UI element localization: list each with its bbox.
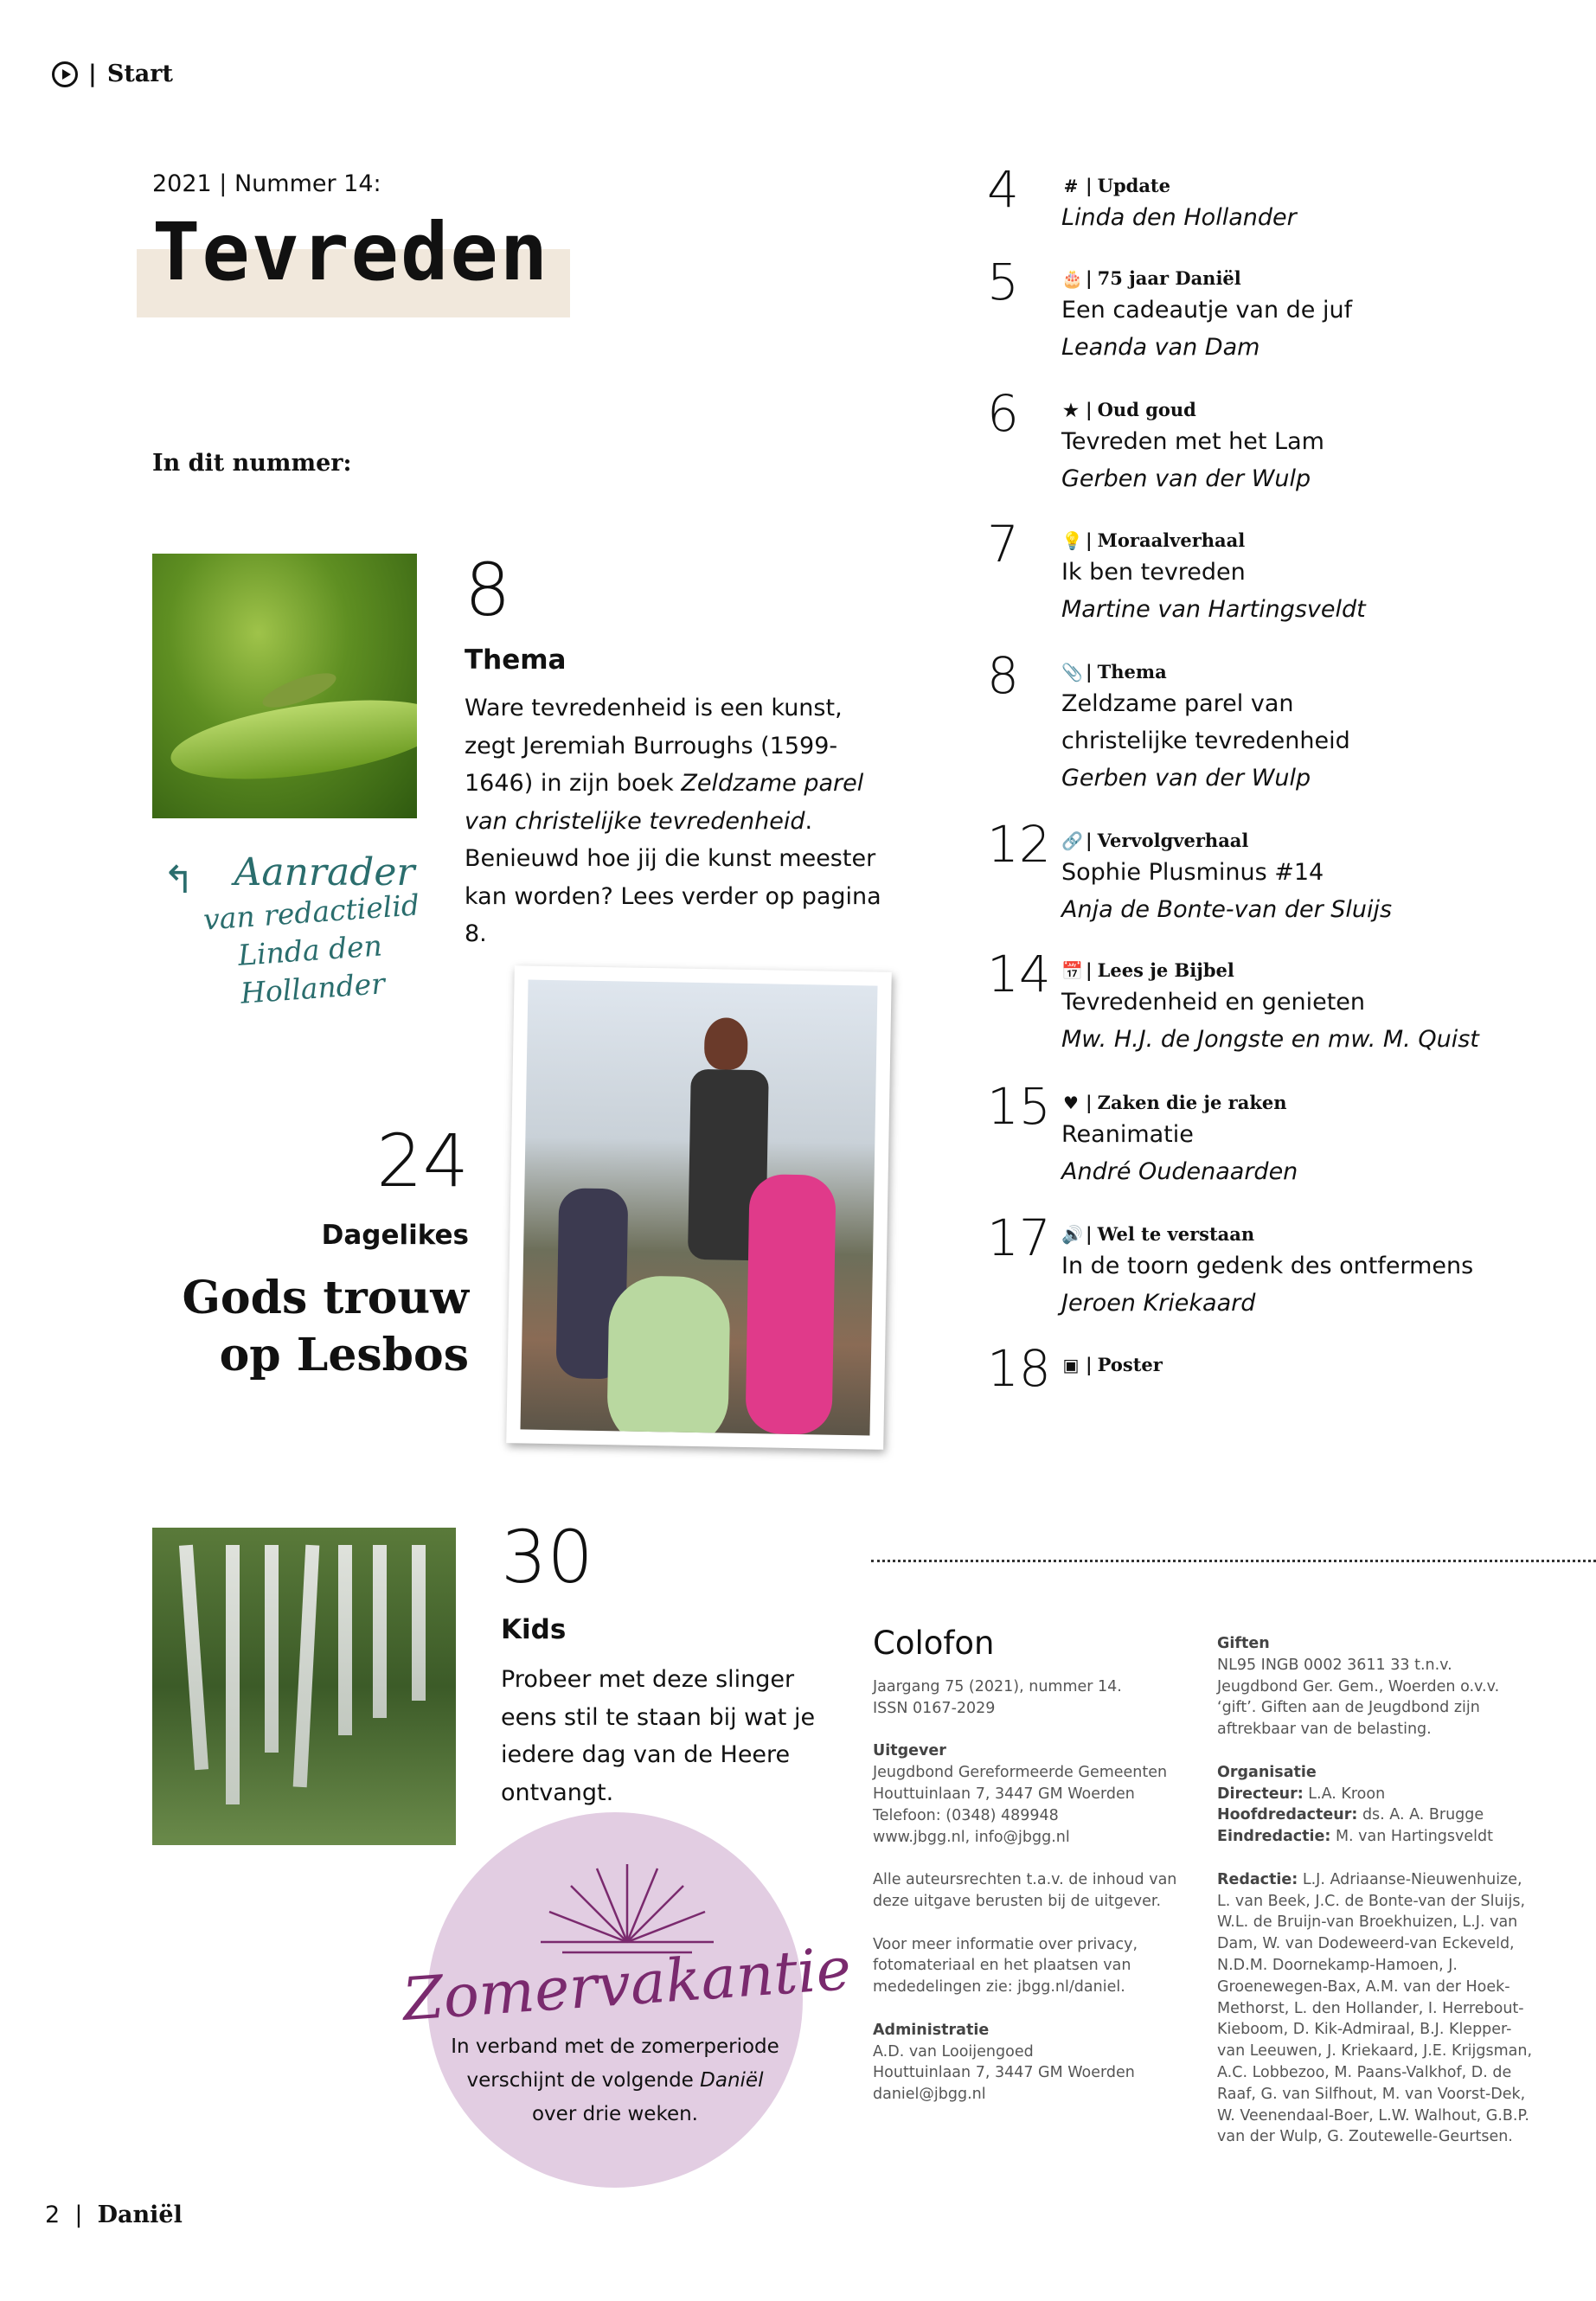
toc-category: Zaken die je raken: [1097, 1092, 1287, 1113]
zomer-heading: Zomervakantie: [400, 1934, 854, 2035]
toc-author: Gerben van der Wulp: [1061, 765, 1311, 792]
nav-start-label: Start: [106, 61, 173, 87]
toc-category: Poster: [1097, 1354, 1163, 1375]
toc-title: Tevredenheid en genieten: [1061, 989, 1366, 1016]
dagelijks-page-number: 24: [376, 1118, 469, 1203]
toc-title: In de toorn gedenk des ontfermens: [1061, 1253, 1474, 1279]
toc-page-number: 8: [987, 646, 1019, 705]
slinger-image: [152, 1528, 456, 1845]
footer-page-number: 2: [45, 2202, 61, 2228]
cake-icon: 🎂: [1061, 268, 1083, 289]
thema-page-number: 8: [465, 548, 511, 632]
kids-body: Probeer met deze slinger eens stil te staan bij wat je iedere dag van de Heere ontvangt.: [501, 1666, 816, 1806]
in-dit-nummer-heading: In dit nummer:: [152, 450, 352, 477]
toc-title: Een cadeautje van de juf: [1061, 297, 1353, 324]
zomer-text: In verband met de zomerperiode verschijnt de volgende Daniël over drie weken.: [451, 2035, 779, 2125]
colofon-left: Jaargang 75 (2021), nummer 14. ISSN 0167-2029 Uitgever Jeugdbond Gereformeerde Gemeenten Houttuinlaan 7, 3447 GM Woerden Telefoon: (0348) 489948 www.jbgg.nl, info@jbgg.nl Alle auteursrechten t.a.v. de inhoud van deze uitgave berusten bij de uitgever. Voor meer informatie over privacy, fotomateriaal en het plaatsen van mededelingen zie: jbgg.nl/daniel. Administratie A.D. van Looijengoed Houttuinlaan 7, 3447 GM Woerden daniel@jbgg.nl: [873, 1678, 1177, 2104]
toc-category: Oud goud: [1097, 399, 1196, 420]
toc-page-number: 15: [987, 1077, 1051, 1136]
divider: [871, 1560, 1596, 1562]
toc-author: Jeroen Kriekaard: [1061, 1290, 1256, 1317]
toc-title: Reanimatie: [1061, 1121, 1194, 1148]
toc-author: Mw. H.J. de Jongste en mw. M. Quist: [1061, 1026, 1479, 1053]
thema-body: Ware tevredenheid is een kunst, zegt Jeremiah Burroughs (1599-1646) in zijn boek Zeldzame parel van christelijke tevredenheid. Benieuwd hoe jij die kunst meester kan worden? Lees verder op pagina 8.: [465, 695, 881, 947]
page-title: Tevreden: [152, 206, 550, 298]
nav-separator: |: [88, 61, 97, 87]
toc-title: Sophie Plusminus #14: [1061, 859, 1324, 886]
toc-category: Moraalverhaal: [1097, 529, 1246, 551]
dagelijks-title: Gods trouw op Lesbos: [182, 1272, 469, 1381]
speaker-icon: 🔊: [1061, 1224, 1083, 1245]
aanrader-name: Linda den Hollander: [236, 928, 387, 1010]
lesbos-photo: [506, 965, 892, 1450]
kids-section: Kids: [501, 1614, 567, 1645]
thema-section: Thema: [465, 644, 567, 676]
colofon-right: Giften NL95 INGB 0002 3611 33 t.n.v. Jeugdbond Ger. Gem., Woerden o.v.v. ‘gift’. Giften aan de Jeugdbond zijn aftrekbaar van de belasting. Organisatie Directeur: L.A. Kroon Hoofdredacteur: ds. A. A. Brugge Eindredactie: M. van Hartingsveldt Redactie: L.J. Adriaanse-Nieuwenhuize, L. van Beek, J.C. de Bonte-van der Sluijs, W.L. de Bruijn-van Broekhuizen, L.J. van Dam, W. van Dodeweerd-van Eckeveld, N.D.M. Doornekamp-Hamoen, J. Groenewegen-Bax, A.M. van der Hoek-Methorst, L. den Hollander, I. Herrebout-Kieboom, D. Kik-Admiraal, B.J. Klepper-van Leeuwen, J. Kriekaard, J.E. Krijgsman, A.C. Lobbezoo, M. Paans-Valkhof, D. de Raaf, G. van Silfhout, M. van Voorst-Dek, W. Veenendaal-Boer, L.W. Walhout, G.B.P. van der Wulp, G. Zoutewelle-Geurtsen.: [1217, 1635, 1533, 2146]
toc-category: Update: [1097, 175, 1170, 196]
toc-page-number: 12: [987, 815, 1051, 874]
paperclip-icon: 📎: [1061, 662, 1083, 683]
calendar-icon: 📅: [1061, 960, 1083, 981]
lightbulb-icon: 💡: [1061, 530, 1083, 551]
dagelijks-section: Dagelikes: [321, 1220, 469, 1251]
toc-author: Anja de Bonte-van der Sluijs: [1061, 896, 1393, 923]
toc-category: 75 jaar Daniël: [1097, 267, 1241, 289]
toc-category: Wel te verstaan: [1097, 1223, 1255, 1245]
play-circle-icon: [52, 61, 78, 87]
grasshopper-image: [152, 554, 417, 818]
footer-magazine: Daniël: [97, 2202, 183, 2228]
link-icon: 🔗: [1061, 830, 1083, 851]
colofon-title: Colofon: [873, 1625, 995, 1662]
toc-author: Linda den Hollander: [1061, 204, 1297, 231]
issue-line: 2021 | Nummer 14:: [152, 170, 381, 197]
toc-page-number: 5: [987, 253, 1019, 311]
toc-page-number: 4: [987, 160, 1019, 219]
toc-page-number: 14: [987, 945, 1051, 1003]
star-icon: ★: [1063, 400, 1079, 420]
toc-category: Lees je Bijbel: [1097, 959, 1234, 981]
aanrader-title: Aanrader: [234, 850, 415, 894]
start-nav[interactable]: [52, 61, 173, 87]
toc-author: Leanda van Dam: [1061, 334, 1260, 361]
stamp-icon: ▣: [1062, 1355, 1080, 1375]
toc-title: Tevreden met het Lam: [1061, 428, 1324, 455]
curved-arrow-icon: ↰: [163, 858, 195, 902]
toc-author: André Oudenaarden: [1061, 1158, 1298, 1185]
toc-page-number: 6: [987, 384, 1019, 443]
toc-page-number: 17: [987, 1208, 1051, 1267]
toc-category: Thema: [1097, 661, 1167, 683]
footer: 2 | Daniël: [45, 2202, 183, 2228]
toc-category: Vervolgverhaal: [1097, 830, 1249, 851]
aanrader-note: [164, 852, 458, 1008]
hash-icon: #: [1063, 176, 1079, 196]
toc-author: Martine van Hartingsveldt: [1061, 596, 1366, 623]
toc-page-number: 7: [987, 515, 1019, 574]
toc-title: Ik ben tevreden: [1061, 559, 1246, 586]
sunrise-icon: [528, 1856, 727, 1959]
toc-author: Gerben van der Wulp: [1061, 465, 1311, 492]
toc-title: Zeldzame parel van christelijke tevredenheid: [1061, 690, 1350, 754]
heart-icon: ♥: [1063, 1093, 1079, 1113]
toc-page-number: 18: [987, 1339, 1051, 1398]
aanrader-subtitle: van redactielid: [202, 888, 421, 937]
kids-page-number: 30: [501, 1515, 593, 1599]
